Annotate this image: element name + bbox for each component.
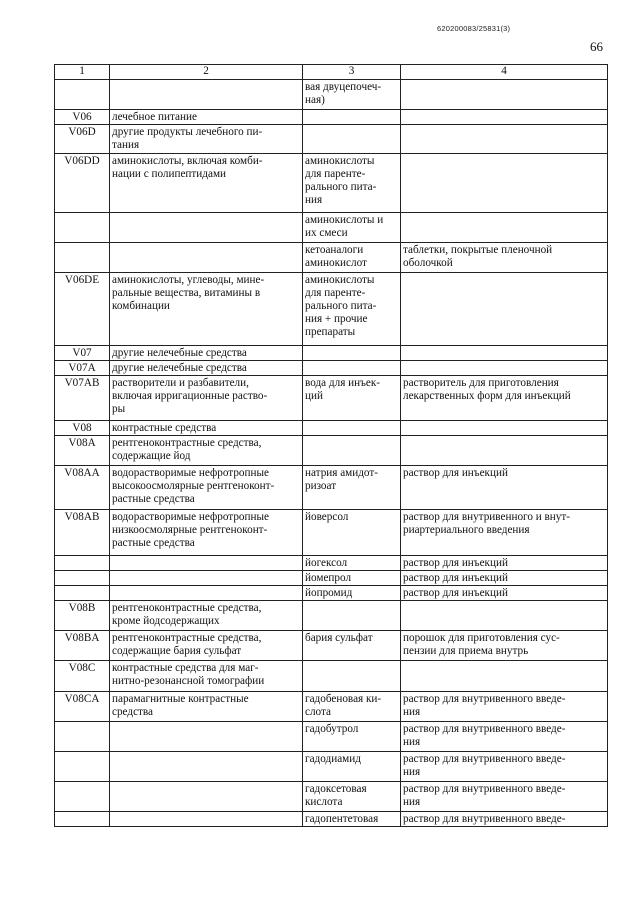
- group-name-cell: [110, 782, 303, 812]
- dosage-form-cell: [401, 421, 608, 436]
- group-name-cell: [110, 752, 303, 782]
- dosage-form-cell: раствор для инъекций: [401, 556, 608, 571]
- substance-cell: [303, 346, 401, 361]
- table-row: [55, 273, 608, 346]
- dosage-form-cell: [401, 661, 608, 692]
- table-row: [55, 243, 608, 273]
- group-name-cell: [110, 812, 303, 827]
- atc-code-cell: V06: [55, 110, 110, 125]
- atc-code-cell: V06DD: [55, 154, 110, 213]
- table-row: [55, 110, 608, 125]
- table-row: [55, 154, 608, 213]
- table-row: [55, 346, 608, 361]
- dosage-form-cell: [401, 436, 608, 466]
- dosage-form-cell: раствор для внутривенного введе- ния: [401, 692, 608, 722]
- page-number: 66: [590, 39, 603, 54]
- table-row: [55, 466, 608, 510]
- column-header-4: 4: [401, 65, 608, 80]
- atc-code-cell: [55, 782, 110, 812]
- substance-cell: аминокислоты для паренте- рального пита- ния + прочие препараты: [303, 273, 401, 346]
- dosage-form-cell: раствор для внутривенного введе- ния: [401, 782, 608, 812]
- group-name-cell: [110, 243, 303, 273]
- table-row: [55, 361, 608, 376]
- document-number: 620200083/25831(3): [437, 24, 511, 33]
- column-header-1: 1: [55, 65, 110, 80]
- substance-cell: йомепрол: [303, 571, 401, 586]
- atc-code-cell: [55, 586, 110, 601]
- atc-code-cell: V06D: [55, 125, 110, 154]
- substance-cell: гадобутрол: [303, 722, 401, 752]
- dosage-form-cell: таблетки, покрытые пленочной оболочкой: [401, 243, 608, 273]
- dosage-form-cell: [401, 213, 608, 243]
- substance-cell: [303, 421, 401, 436]
- table-body: [55, 80, 608, 827]
- group-name-cell: растворители и разбавители, включая ирригационные раство- ры: [110, 376, 303, 421]
- group-name-cell: [110, 556, 303, 571]
- dosage-form-cell: раствор для внутривенного введе- ния: [401, 722, 608, 752]
- substance-cell: бария сульфат: [303, 631, 401, 661]
- table-row: [55, 436, 608, 466]
- column-header-2: 2: [110, 65, 303, 80]
- table-row: [55, 812, 608, 827]
- substance-cell: гадодиамид: [303, 752, 401, 782]
- table-row: [55, 661, 608, 692]
- group-name-cell: другие продукты лечебного пи- тания: [110, 125, 303, 154]
- table-row: [55, 125, 608, 154]
- substance-cell: [303, 661, 401, 692]
- dosage-form-cell: раствор для внутривенного и внут- риартериального введения: [401, 510, 608, 556]
- atc-code-cell: V06DE: [55, 273, 110, 346]
- atc-code-cell: [55, 243, 110, 273]
- atc-code-cell: [55, 752, 110, 782]
- substance-cell: [303, 125, 401, 154]
- substance-cell: йогексол: [303, 556, 401, 571]
- group-name-cell: водорастворимые нефротропные высокоосмолярные рентгеноконт- растные средства: [110, 466, 303, 510]
- dosage-form-cell: растворитель для приготовления лекарственных форм для инъекций: [401, 376, 608, 421]
- atc-code-cell: V07: [55, 346, 110, 361]
- table-row: [55, 692, 608, 722]
- group-name-cell: рентгеноконтрастные средства, кроме йодсодержащих: [110, 601, 303, 631]
- substance-cell: йопромид: [303, 586, 401, 601]
- substance-cell: кетоаналоги аминокислот: [303, 243, 401, 273]
- group-name-cell: [110, 80, 303, 110]
- substance-cell: [303, 601, 401, 631]
- dosage-form-cell: раствор для инъекций: [401, 586, 608, 601]
- table-row: [55, 556, 608, 571]
- group-name-cell: водорастворимые нефротропные низкоосмолярные рентгеноконт- растные средства: [110, 510, 303, 556]
- dosage-form-cell: [401, 110, 608, 125]
- table-row: [55, 510, 608, 556]
- substance-cell: гадоксетовая кислота: [303, 782, 401, 812]
- table-row: [55, 782, 608, 812]
- dosage-form-cell: порошок для приготовления сус- пензии для приема внутрь: [401, 631, 608, 661]
- dosage-form-cell: [401, 346, 608, 361]
- group-name-cell: другие нелечебные средства: [110, 361, 303, 376]
- group-name-cell: парамагнитные контрастные средства: [110, 692, 303, 722]
- drug-classification-table: [54, 64, 608, 827]
- group-name-cell: [110, 571, 303, 586]
- substance-cell: гадобеновая ки- слота: [303, 692, 401, 722]
- substance-cell: аминокислоты и их смеси: [303, 213, 401, 243]
- group-name-cell: аминокислоты, включая комби- нации с полипептидами: [110, 154, 303, 213]
- table-row: [55, 631, 608, 661]
- group-name-cell: аминокислоты, углеводы, мине- ральные вещества, витамины в комбинации: [110, 273, 303, 346]
- dosage-form-cell: [401, 154, 608, 213]
- dosage-form-cell: [401, 80, 608, 110]
- atc-code-cell: [55, 80, 110, 110]
- table-row: [55, 722, 608, 752]
- substance-cell: натрия амидот- ризоат: [303, 466, 401, 510]
- substance-cell: [303, 110, 401, 125]
- dosage-form-cell: [401, 601, 608, 631]
- table-row: [55, 213, 608, 243]
- table-row: [55, 376, 608, 421]
- dosage-form-cell: [401, 361, 608, 376]
- table-header-row: [55, 65, 608, 80]
- group-name-cell: лечебное питание: [110, 110, 303, 125]
- atc-code-cell: [55, 571, 110, 586]
- atc-code-cell: V08C: [55, 661, 110, 692]
- substance-cell: йоверсол: [303, 510, 401, 556]
- group-name-cell: [110, 586, 303, 601]
- atc-code-cell: [55, 812, 110, 827]
- table-row: [55, 80, 608, 110]
- substance-cell: вода для инъек- ций: [303, 376, 401, 421]
- table-row: [55, 421, 608, 436]
- substance-cell: [303, 361, 401, 376]
- dosage-form-cell: раствор для внутривенного введе-: [401, 812, 608, 827]
- group-name-cell: другие нелечебные средства: [110, 346, 303, 361]
- atc-code-cell: V08B: [55, 601, 110, 631]
- atc-code-cell: V08CA: [55, 692, 110, 722]
- atc-code-cell: V08: [55, 421, 110, 436]
- column-header-3: 3: [303, 65, 401, 80]
- group-name-cell: рентгеноконтрастные средства, содержащие бария сульфат: [110, 631, 303, 661]
- group-name-cell: рентгеноконтрастные средства, содержащие йод: [110, 436, 303, 466]
- dosage-form-cell: [401, 125, 608, 154]
- dosage-form-cell: раствор для инъекций: [401, 571, 608, 586]
- substance-cell: вая двуцепочеч- ная): [303, 80, 401, 110]
- group-name-cell: [110, 213, 303, 243]
- table-row: [55, 586, 608, 601]
- substance-cell: аминокислоты для паренте- рального пита- ния: [303, 154, 401, 213]
- atc-code-cell: [55, 556, 110, 571]
- substance-cell: [303, 436, 401, 466]
- dosage-form-cell: [401, 273, 608, 346]
- atc-code-cell: V08AA: [55, 466, 110, 510]
- dosage-form-cell: раствор для внутривенного введе- ния: [401, 752, 608, 782]
- atc-code-cell: V07AB: [55, 376, 110, 421]
- group-name-cell: контрастные средства: [110, 421, 303, 436]
- atc-code-cell: V07A: [55, 361, 110, 376]
- table-row: [55, 601, 608, 631]
- group-name-cell: контрастные средства для маг- нитно-резонансной томографии: [110, 661, 303, 692]
- atc-code-cell: V08BA: [55, 631, 110, 661]
- atc-code-cell: [55, 213, 110, 243]
- atc-code-cell: V08AB: [55, 510, 110, 556]
- atc-code-cell: [55, 722, 110, 752]
- group-name-cell: [110, 722, 303, 752]
- table-row: [55, 752, 608, 782]
- atc-code-cell: V08A: [55, 436, 110, 466]
- table-row: [55, 571, 608, 586]
- dosage-form-cell: раствор для инъекций: [401, 466, 608, 510]
- substance-cell: гадопентетовая: [303, 812, 401, 827]
